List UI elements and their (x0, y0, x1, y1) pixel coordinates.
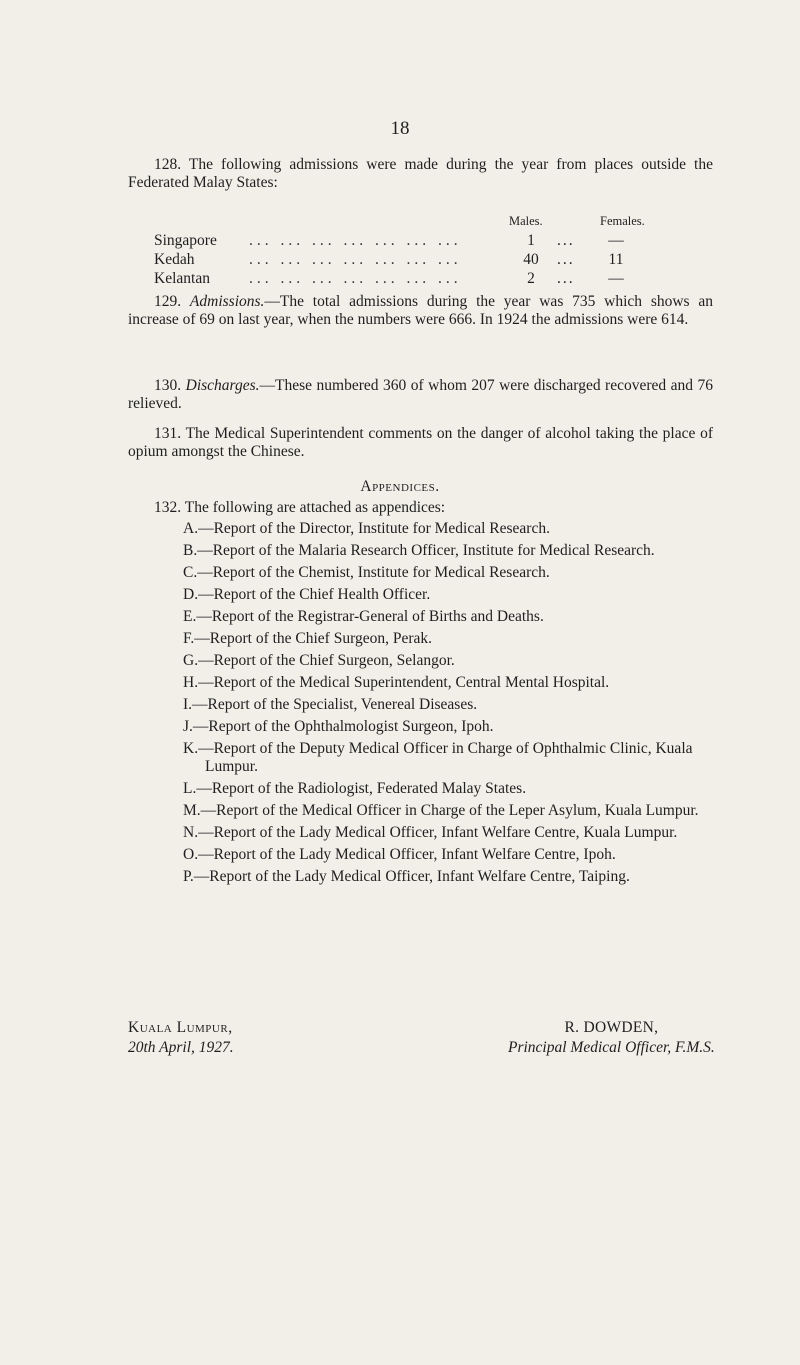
list-item: B.—Report of the Malaria Research Officer, Institute for Medical Research. (183, 542, 655, 559)
place-name: Singapore (154, 232, 223, 250)
paragraph-number: 132. (154, 499, 182, 516)
list-item: N.—Report of the Lady Medical Officer, Infant Welfare Centre, Kuala Lumpur. (183, 824, 678, 841)
list-item: C.—Report of the Chemist, Institute for Medical Research. (183, 564, 550, 581)
paragraph-title: Discharges. (185, 377, 260, 394)
table-row (154, 270, 714, 288)
paragraph-129 (128, 293, 713, 329)
paragraph-title: Admissions. (189, 293, 265, 310)
paragraph-131 (128, 425, 713, 461)
paragraph-number: 129. (154, 293, 182, 310)
column-header-males: Males. (509, 214, 543, 228)
females-count: — (608, 232, 624, 249)
paragraph-text: The Medical Superintendent comments on the danger of alcohol taking the place of opium amongst the Chinese. (128, 425, 713, 460)
list-item: F.—Report of the Chief Surgeon, Perak. (183, 630, 433, 647)
males-count: 2 (527, 270, 535, 287)
list-item: D.—Report of the Chief Health Officer. (183, 586, 431, 603)
leader-dots: ... (557, 270, 575, 287)
appendix-list (183, 520, 713, 890)
signature-signatory (508, 1018, 715, 1058)
signature-place-date (128, 1018, 234, 1058)
leader-dots: ... ... ... ... ... ... ... (249, 232, 462, 249)
leader-dots: ... ... ... ... ... ... ... (249, 251, 462, 268)
list-item: L.—Report of the Radiologist, Federated Malay States. (183, 780, 527, 797)
males-count: 1 (527, 232, 535, 249)
place-name: Kedah (154, 251, 200, 269)
paragraph-text: —These numbered 360 of whom 207 were discharged recovered and 76 relieved. (128, 377, 714, 412)
leader-dots: ... (557, 232, 575, 249)
paragraph-number: 128. (154, 156, 182, 173)
list-item: K.—Report of the Deputy Medical Officer in Charge of Ophthalmic Clinic, Kuala Lumpur. (183, 740, 693, 775)
place-name: Kelantan (154, 270, 216, 288)
page-number: 18 (390, 118, 410, 139)
list-item: H.—Report of the Medical Superintendent, Central Mental Hospital. (183, 674, 610, 691)
paragraph-text: —The total admissions during the year was 735 which shows an increase of 69 on last year, when the numbers were 666. In 1924 the admissions were 614. (128, 293, 714, 328)
list-item: E.—Report of the Registrar-General of Births and Deaths. (183, 608, 544, 625)
paragraph-132 (154, 499, 714, 517)
table-row (154, 232, 714, 250)
males-count: 40 (523, 251, 539, 268)
paragraph-number: 130. (154, 377, 182, 394)
leader-dots: ... (557, 251, 575, 268)
list-item: I.—Report of the Specialist, Venereal Diseases. (183, 696, 478, 713)
list-item: M.—Report of the Medical Officer in Charge of the Leper Asylum, Kuala Lumpur. (183, 802, 699, 819)
leader-dots: ... ... ... ... ... ... ... (249, 270, 462, 287)
paragraph-130 (128, 377, 713, 413)
list-item: A.—Report of the Director, Institute for Medical Research. (183, 520, 550, 537)
list-item: J.—Report of the Ophthalmologist Surgeon, Ipoh. (183, 718, 494, 735)
females-count: — (608, 270, 624, 287)
signatory-name: R. DOWDEN, (564, 1019, 659, 1036)
females-count: 11 (608, 251, 624, 268)
paragraph-text: The following are attached as appendices: (184, 499, 446, 516)
list-item: O.—Report of the Lady Medical Officer, Infant Welfare Centre, Ipoh. (183, 846, 616, 863)
paragraph-number: 131. (154, 425, 182, 442)
signatory-title: Principal Medical Officer, F.M.S. (508, 1039, 715, 1056)
appendices-heading: Appendices. (360, 478, 440, 495)
paragraph-128 (128, 156, 713, 192)
signature-date: 20th April, 1927. (128, 1039, 234, 1056)
table-row (154, 251, 714, 269)
list-item: P.—Report of the Lady Medical Officer, Infant Welfare Centre, Taiping. (183, 868, 630, 885)
signature-place: Kuala Lumpur, (128, 1019, 233, 1036)
column-header-females: Females. (600, 214, 645, 228)
list-item: G.—Report of the Chief Surgeon, Selangor. (183, 652, 455, 669)
paragraph-text: The following admissions were made during the year from places outside the Federated Malay States: (128, 156, 713, 191)
